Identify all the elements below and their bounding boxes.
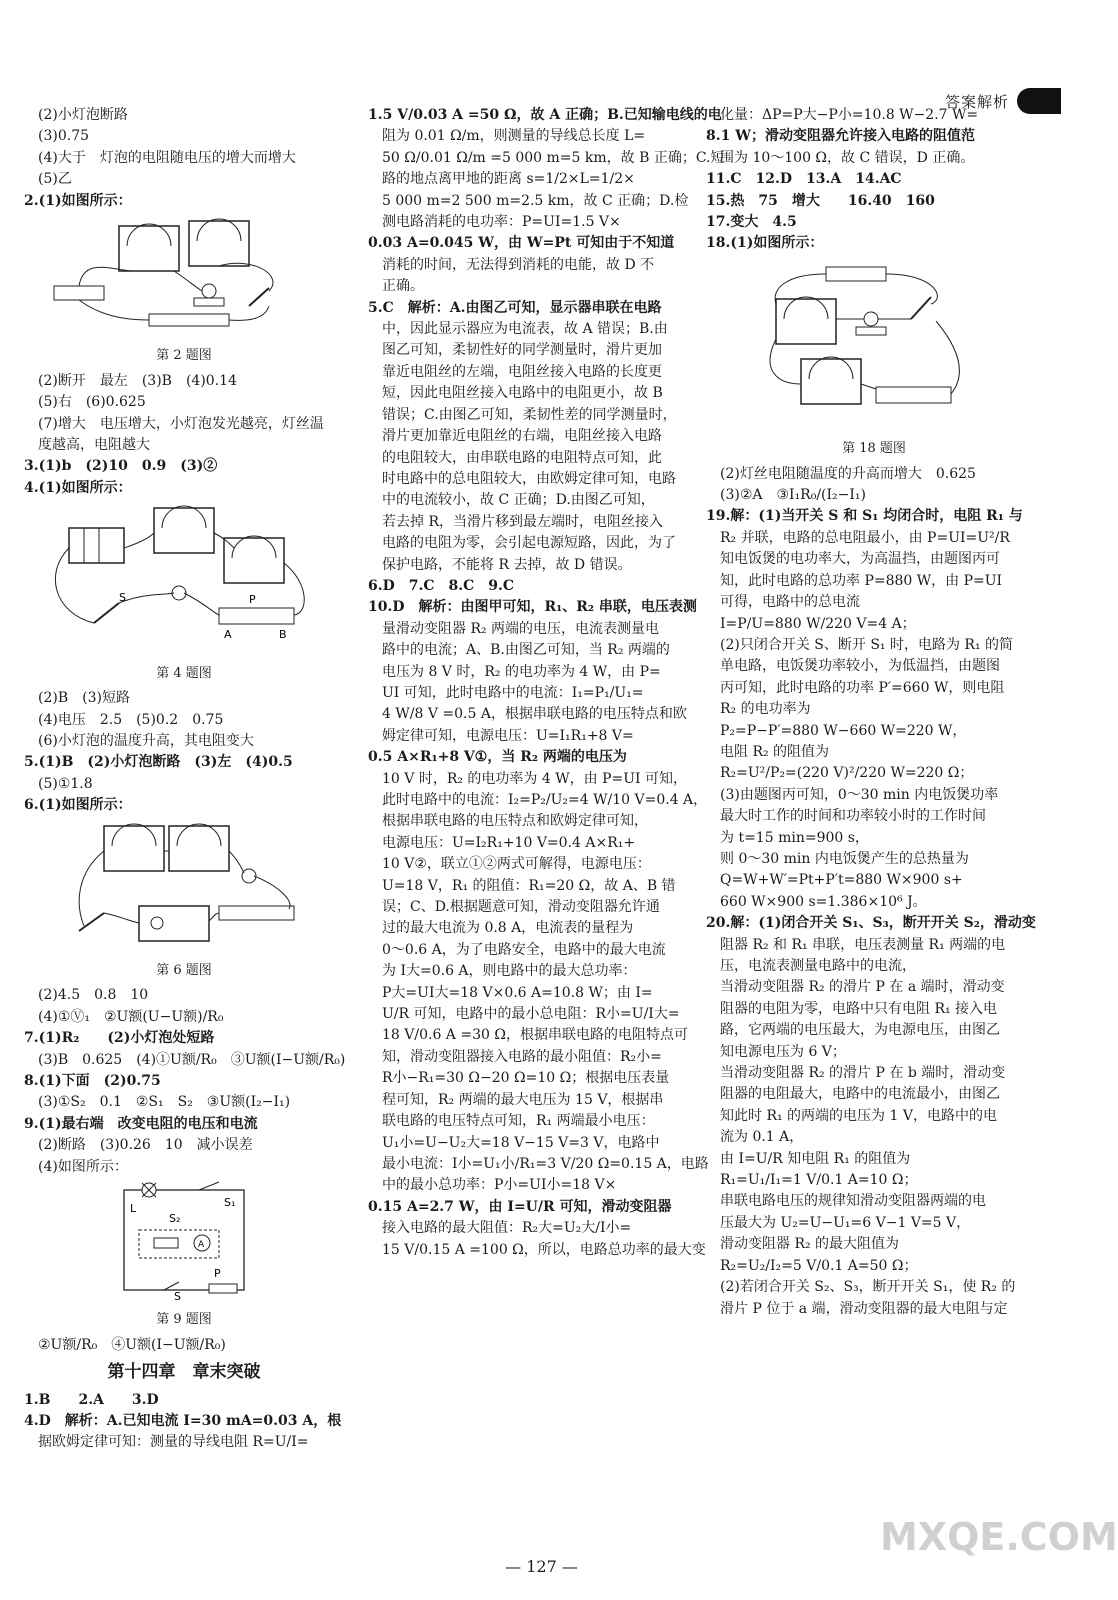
text-line: 路中的电流；A、B.由图乙可知，当 R₂ 两端的	[382, 642, 670, 659]
text-line: 误；C、D.根据题意可知，滑动变阻器允许通	[382, 899, 660, 916]
text-line: (2)若闭合开关 S₂、S₃，断开开关 S₁，使 R₂ 的	[720, 1279, 1016, 1296]
text-line: 电阻 R₂ 的阻值为	[720, 743, 830, 760]
text-line: 当滑动变阻器 R₂ 的滑片 P 在 a 端时，滑动变	[720, 979, 1005, 996]
text-line: 可得，电路中的总电流	[720, 594, 860, 611]
text-line: (4)大于 灯泡的电阻随电压的增大而增大	[38, 149, 296, 166]
text-line: 3.(1)b (2)10 0.9 (3)②	[24, 458, 218, 475]
text-line: U=18 V，R₁ 的阻值：R₁=20 Ω，故 A、B 错	[382, 877, 676, 894]
text-line: 4.(1)如图所示：	[24, 479, 132, 496]
text-line: 图乙可知，柔韧性好的同学测量时，滑片更加	[382, 342, 662, 359]
text-line: 消耗的时间，无法得到消耗的电能，故 D 不	[382, 256, 655, 273]
text-line: 接入电路的最大阻值：R₂大=U₂大/I小=	[382, 1220, 632, 1237]
figure-caption: 第 2 题图	[156, 348, 212, 364]
text-line: 短，因此电阻丝接入电路中的电阻更小，故 B	[382, 385, 663, 402]
figure-caption: 第 9 题图	[156, 1312, 212, 1328]
text-line: 阻器的电阻为零，电路中只有电阻 R₁ 接入电	[720, 1000, 998, 1017]
text-line: 串联电路电压的规律知滑动变阻器两端的电	[720, 1193, 986, 1210]
text-line: 8.1 W；滑动变阻器允许接入电路的阻值范	[706, 128, 975, 145]
text-line: 滑动变阻器 R₂ 的最大阻值为	[720, 1236, 900, 1253]
svg-text:A: A	[198, 1240, 205, 1250]
text-line: 错误；C.由图乙可知，柔韧性差的同学测量时，	[382, 406, 677, 423]
text-line: 化量：ΔP=P大−P小=10.8 W−2.7 W=	[720, 107, 979, 123]
text-line: 17.变大 4.5	[706, 214, 797, 231]
text-line: 最小电流：I小=U₁小/R₁=3 V/20 Ω=0.15 A，电路	[382, 1155, 709, 1172]
text-line: 阻器 R₂ 和 R₁ 串联，电压表测量 R₁ 两端的电	[720, 936, 1006, 953]
text-line: 20.解：(1)闭合开关 S₁、S₃，断开开关 S₂，滑动变	[706, 915, 1036, 932]
text-line: 0.03 A=0.045 W，由 W=Pt 可知由于不知道	[368, 235, 675, 252]
text-line: UI 可知，此时电路中的电流：I₁=P₁/U₁=	[382, 684, 644, 701]
text-line: (3)由题图丙可知，0～30 min 内电饭煲功率	[720, 786, 999, 803]
text-line: 10.D 解析：由图甲可知，R₁、R₂ 串联，电压表测	[368, 599, 697, 616]
text-line: 由 I=U/R 知电阻 R₁ 的阻值为	[720, 1150, 911, 1167]
text-line: 过的最大电流为 0.8 A，电流表的量程为	[382, 920, 634, 937]
text-line: 为 t=15 min=900 s，	[720, 829, 869, 846]
text-line: (2)4.5 0.8 10	[38, 987, 149, 1004]
text-line: 单电路，电饭煲功率较小，为低温挡，由题图	[720, 658, 1000, 675]
text-line: R小−R₁=30 Ω−20 Ω=10 Ω；根据电压表量	[382, 1070, 670, 1087]
text-line: 围为 10～100 Ω，故 C 错误，D 正确。	[720, 149, 975, 166]
circuit-figure-9	[24, 1182, 344, 1307]
text-line: 18.(1)如图所示：	[706, 235, 824, 252]
text-line: 电源电压：U=I₂R₁+10 V=0.4 A×R₁+	[382, 834, 636, 851]
text-line: 靠近电阻丝的左端，电阻丝接入电路的长度更	[382, 363, 662, 380]
text-line: 知此时 R₁ 的两端的电压为 1 V，电路中的电	[720, 1107, 997, 1124]
text-line: I=P/U=880 W/220 V=4 A；	[720, 615, 916, 632]
text-line: 路，它两端的电压最大，为电源电压，由图乙	[720, 1022, 1000, 1039]
watermark-logo: MXQE.COM	[880, 1515, 1118, 1559]
text-line: 姆定律可知，电源电压：U=I₁R₁+8 V=	[382, 727, 634, 744]
text-line: R₂ 的电功率为	[720, 701, 811, 718]
text-line: Q=W+W′=Pt+P′t=880 W×900 s+	[720, 872, 963, 889]
text-line: 1.5 V/0.03 A =50 Ω，故 A 正确；B.已知输电线的电	[368, 107, 722, 123]
text-line: 路的地点离甲地的距离 s=1/2×L=1/2×	[382, 171, 635, 188]
text-line: 据欧姆定律可知：测量的导线电阻 R=U/I=	[38, 1434, 309, 1451]
text-line: 7.(1)R₂ (2)小灯泡处短路	[24, 1030, 215, 1047]
text-line: 15.热 75 增大 16.40 160	[706, 192, 935, 209]
text-line: 压，电流表测量电路中的电流，	[720, 958, 916, 974]
text-line: P大=UI大=18 V×0.6 A=10.8 W；由 I=	[382, 984, 653, 1001]
text-line: 5.(1)B (2)小灯泡断路 (3)左 (4)0.5	[24, 754, 293, 771]
text-line: 8.(1)下面 (2)0.75	[24, 1072, 161, 1089]
svg-text:S₁: S₁	[224, 1196, 236, 1209]
svg-text:B: B	[279, 628, 287, 642]
text-line: 4.D 解析：A.已知电流 I=30 mA=0.03 A，根	[24, 1413, 342, 1430]
text-line: (5)①1.8	[38, 775, 93, 792]
text-line: (4)如图所示：	[38, 1158, 128, 1175]
text-line: 流为 0.1 A，	[720, 1129, 804, 1146]
text-line: (2)小灯泡断路	[38, 107, 128, 123]
circuit-figure-4	[24, 503, 344, 660]
text-line: 0.5 A×R₁+8 V①，当 R₂ 两端的电压为	[368, 749, 627, 766]
text-line: 则 0～30 min 内电饭煲产生的总热量为	[720, 850, 969, 867]
circuit-figure-2	[24, 216, 344, 343]
text-line: 11.C 12.D 13.A 14.AC	[706, 171, 902, 188]
text-line: 10 V②，联立①②两式可解得，电源电压：	[382, 856, 651, 873]
text-line: 9.(1)最右端 改变电阻的电压和电流	[24, 1115, 258, 1132]
text-line: R₂=U₂/I₂=5 V/0.1 A=50 Ω；	[720, 1257, 918, 1274]
text-line: 电压为 8 V 时，R₂ 的电功率为 4 W，由 P=	[382, 663, 661, 680]
text-line: 4 W/8 V =0.5 A，根据串联电路的电压特点和欧	[382, 706, 687, 723]
text-line: (3)0.75	[38, 128, 90, 145]
text-line: (2)灯丝电阻随温度的升高而增大 0.625	[720, 465, 976, 482]
text-line: 保护电路，不能将 R 去掉，故 D 错误。	[382, 556, 632, 573]
text-line: 时电路中的总电阻较大，由欧姆定律可知，电路	[382, 470, 676, 487]
text-line: U₁小=U−U₂大=18 V−15 V=3 V，电路中	[382, 1134, 660, 1151]
svg-text:S: S	[174, 1290, 181, 1303]
text-line: 此时电路中的电流：I₂=P₂/U₂=4 W/10 V=0.4 A，	[382, 792, 708, 808]
text-line: 正确。	[382, 278, 424, 295]
column-right	[706, 105, 1042, 1320]
text-line: 知，滑动变阻器接入电路的最小阻值：R₂小=	[382, 1048, 662, 1065]
text-line: 阻器的电阻最大，电路中的电流最小，由图乙	[720, 1086, 1000, 1103]
text-line: 6.(1)如图所示：	[24, 797, 132, 814]
column-middle	[368, 105, 725, 1261]
text-line: 联电路的电压特点可知，R₁ 两端最小电压：	[382, 1113, 655, 1130]
svg-text:L: L	[130, 1202, 137, 1215]
text-line: 为 I大=0.6 A，则电路中的最大总功率：	[382, 963, 637, 980]
text-line: (2)B (3)短路	[38, 690, 130, 707]
text-line: 10 V 时，R₂ 的电功率为 4 W，由 P=UI 可知，	[382, 770, 688, 787]
text-line: (7)增大 电压增大，小灯泡发光越亮，灯丝温	[38, 415, 324, 432]
text-line: (6)小灯泡的温度升高，其电阻变大	[38, 732, 254, 749]
circuit-figure-6	[24, 821, 344, 958]
svg-text:S₂: S₂	[169, 1212, 181, 1225]
svg-text:P: P	[249, 593, 256, 607]
text-line: 当滑动变阻器 R₂ 的滑片 P 在 b 端时，滑动变	[720, 1065, 1006, 1082]
text-line: (5)乙	[38, 171, 72, 188]
text-line: 15 V/0.15 A =100 Ω，所以，电路总功率的最大变	[382, 1241, 706, 1258]
text-line: 1.B 2.A 3.D	[24, 1391, 159, 1408]
text-line: 的电阻较大，由串联电路的电阻特点可知，此	[382, 449, 662, 466]
text-line: (3)②A ③I₁R₀/(I₂−I₁)	[720, 487, 866, 504]
text-line: 中的最小总功率：P小=UI小=18 V×	[382, 1177, 617, 1194]
text-line: 中，因此显示器应为电流表，故 A 错误；B.由	[382, 321, 668, 338]
svg-text:P: P	[214, 1267, 221, 1280]
text-line: (3)①S₂ 0.1 ②S₁ S₂ ③U额(I₂−I₁)	[38, 1094, 291, 1111]
text-line: 若去掉 R，当滑片移到最左端时，电阻丝接入	[382, 513, 663, 530]
text-line: P₂=P−P′=880 W−660 W=220 W，	[720, 722, 967, 739]
text-line: U/R 可知，电路中的最小总电阻：R小=U/I大=	[382, 1006, 680, 1023]
text-line: 测电路消耗的电功率：P=UI=1.5 V×	[382, 214, 621, 231]
text-line: R₂=U²/P₂=(220 V)²/220 W=220 Ω；	[720, 765, 974, 782]
text-line: 丙可知，此时电路的功率 P′=660 W，则电阻	[720, 679, 1005, 696]
text-line: 程可知，R₂ 两端的最大电压为 15 V，根据串	[382, 1091, 664, 1108]
text-line: ②U额/R₀ ④U额(I−U额/R₀)	[38, 1336, 226, 1353]
text-line: 度越高，电阻越大	[38, 437, 150, 454]
answer-analysis-label: 答案解析	[944, 92, 1009, 111]
column-left	[24, 105, 344, 1454]
text-line: 660 W×900 s=1.386×10⁶ J。	[720, 893, 927, 910]
text-line: (2)断开 最左 (3)B (4)0.14	[38, 372, 237, 389]
text-line: 2.(1)如图所示：	[24, 192, 132, 209]
text-line: 量滑动变阻器 R₂ 两端的电压，电流表测量电	[382, 620, 660, 637]
figure-caption: 第 4 题图	[156, 665, 212, 681]
text-line: 50 Ω/0.01 Ω/m =5 000 m=5 km，故 B 正确；C.短	[382, 149, 725, 166]
svg-text:A: A	[224, 628, 232, 642]
text-line: (2)断路 (3)0.26 10 减小误差	[38, 1137, 253, 1154]
text-line: 中的电流较小，故 C 正确；D.由图乙可知，	[382, 492, 655, 509]
text-line: 19.解：(1)当开关 S 和 S₁ 均闭合时，电阻 R₁ 与	[706, 508, 1023, 525]
svg-text:S: S	[119, 591, 126, 605]
text-line: 0.15 A=2.7 W，由 I=U/R 可知，滑动变阻器	[368, 1198, 672, 1215]
column-right-body	[706, 464, 1042, 1320]
text-line: 知，此时电路的总功率 P=880 W，由 P=UI	[720, 572, 1003, 589]
text-line: (4)①Ⓥ₁ ②U额(U−U额)/R₀	[38, 1008, 224, 1025]
text-line: 0～0.6 A，为了电路安全，电路中的最大电流	[382, 941, 666, 958]
text-line: 阻为 0.01 Ω/m，则测量的导线总长度 L=	[382, 128, 646, 145]
text-line: 5.C 解析：A.由图乙可知，显示器串联在电路	[368, 299, 662, 316]
text-line: (5)右 (6)0.625	[38, 394, 146, 411]
text-line: (4)电压 2.5 (5)0.2 0.75	[38, 711, 224, 728]
text-line: R₂ 并联，电路的总电阻最小，由 P=UI=U²/R	[720, 529, 1010, 546]
text-line: 电路的电阻为零，会引起电源短路，因此，为了	[382, 535, 676, 552]
text-line: 滑片 P 位于 a 端，滑动变阻器的最大电阻与定	[720, 1300, 1008, 1317]
text-line: 18 V/0.6 A =30 Ω，根据串联电路的电阻特点可	[382, 1027, 688, 1044]
text-line: 压最大为 U₂=U−U₁=6 V−1 V=5 V，	[720, 1214, 971, 1231]
column-right-top	[706, 105, 1042, 255]
page-number: — 127 —	[505, 1557, 578, 1576]
text-line: R₁=U₁/I₁=1 V/0.1 A=10 Ω；	[720, 1172, 918, 1189]
figure-caption: 第 18 题图	[842, 441, 906, 457]
text-line: 最大时工作的时间和功率较小时的工作时间	[720, 808, 986, 825]
text-line: 知电饭煲的电功率大，为高温挡，由题图丙可	[720, 551, 1000, 568]
text-line: 5 000 m=2 500 m=2.5 km，故 C 正确；D.检	[382, 192, 689, 209]
text-line: 根据串联电路的电压特点和欧姆定律可知，	[382, 813, 648, 830]
figure-caption: 第 6 题图	[156, 962, 212, 978]
text-line: (3)B 0.625 (4)①U额/R₀ ③U额(I−U额/R₀)	[38, 1051, 346, 1068]
text-line: 知电源电压为 6 V；	[720, 1043, 846, 1060]
text-line: 滑片更加靠近电阻丝的右端，电阻丝接入电路	[382, 428, 662, 445]
text-line: 6.D 7.C 8.C 9.C	[368, 577, 515, 594]
text-line: (2)只闭合开关 S、断开 S₁ 时，电路为 R₁ 的简	[720, 636, 1014, 653]
circuit-figure-18	[706, 259, 1042, 436]
chapter-heading: 第十四章 章末突破	[107, 1362, 261, 1383]
